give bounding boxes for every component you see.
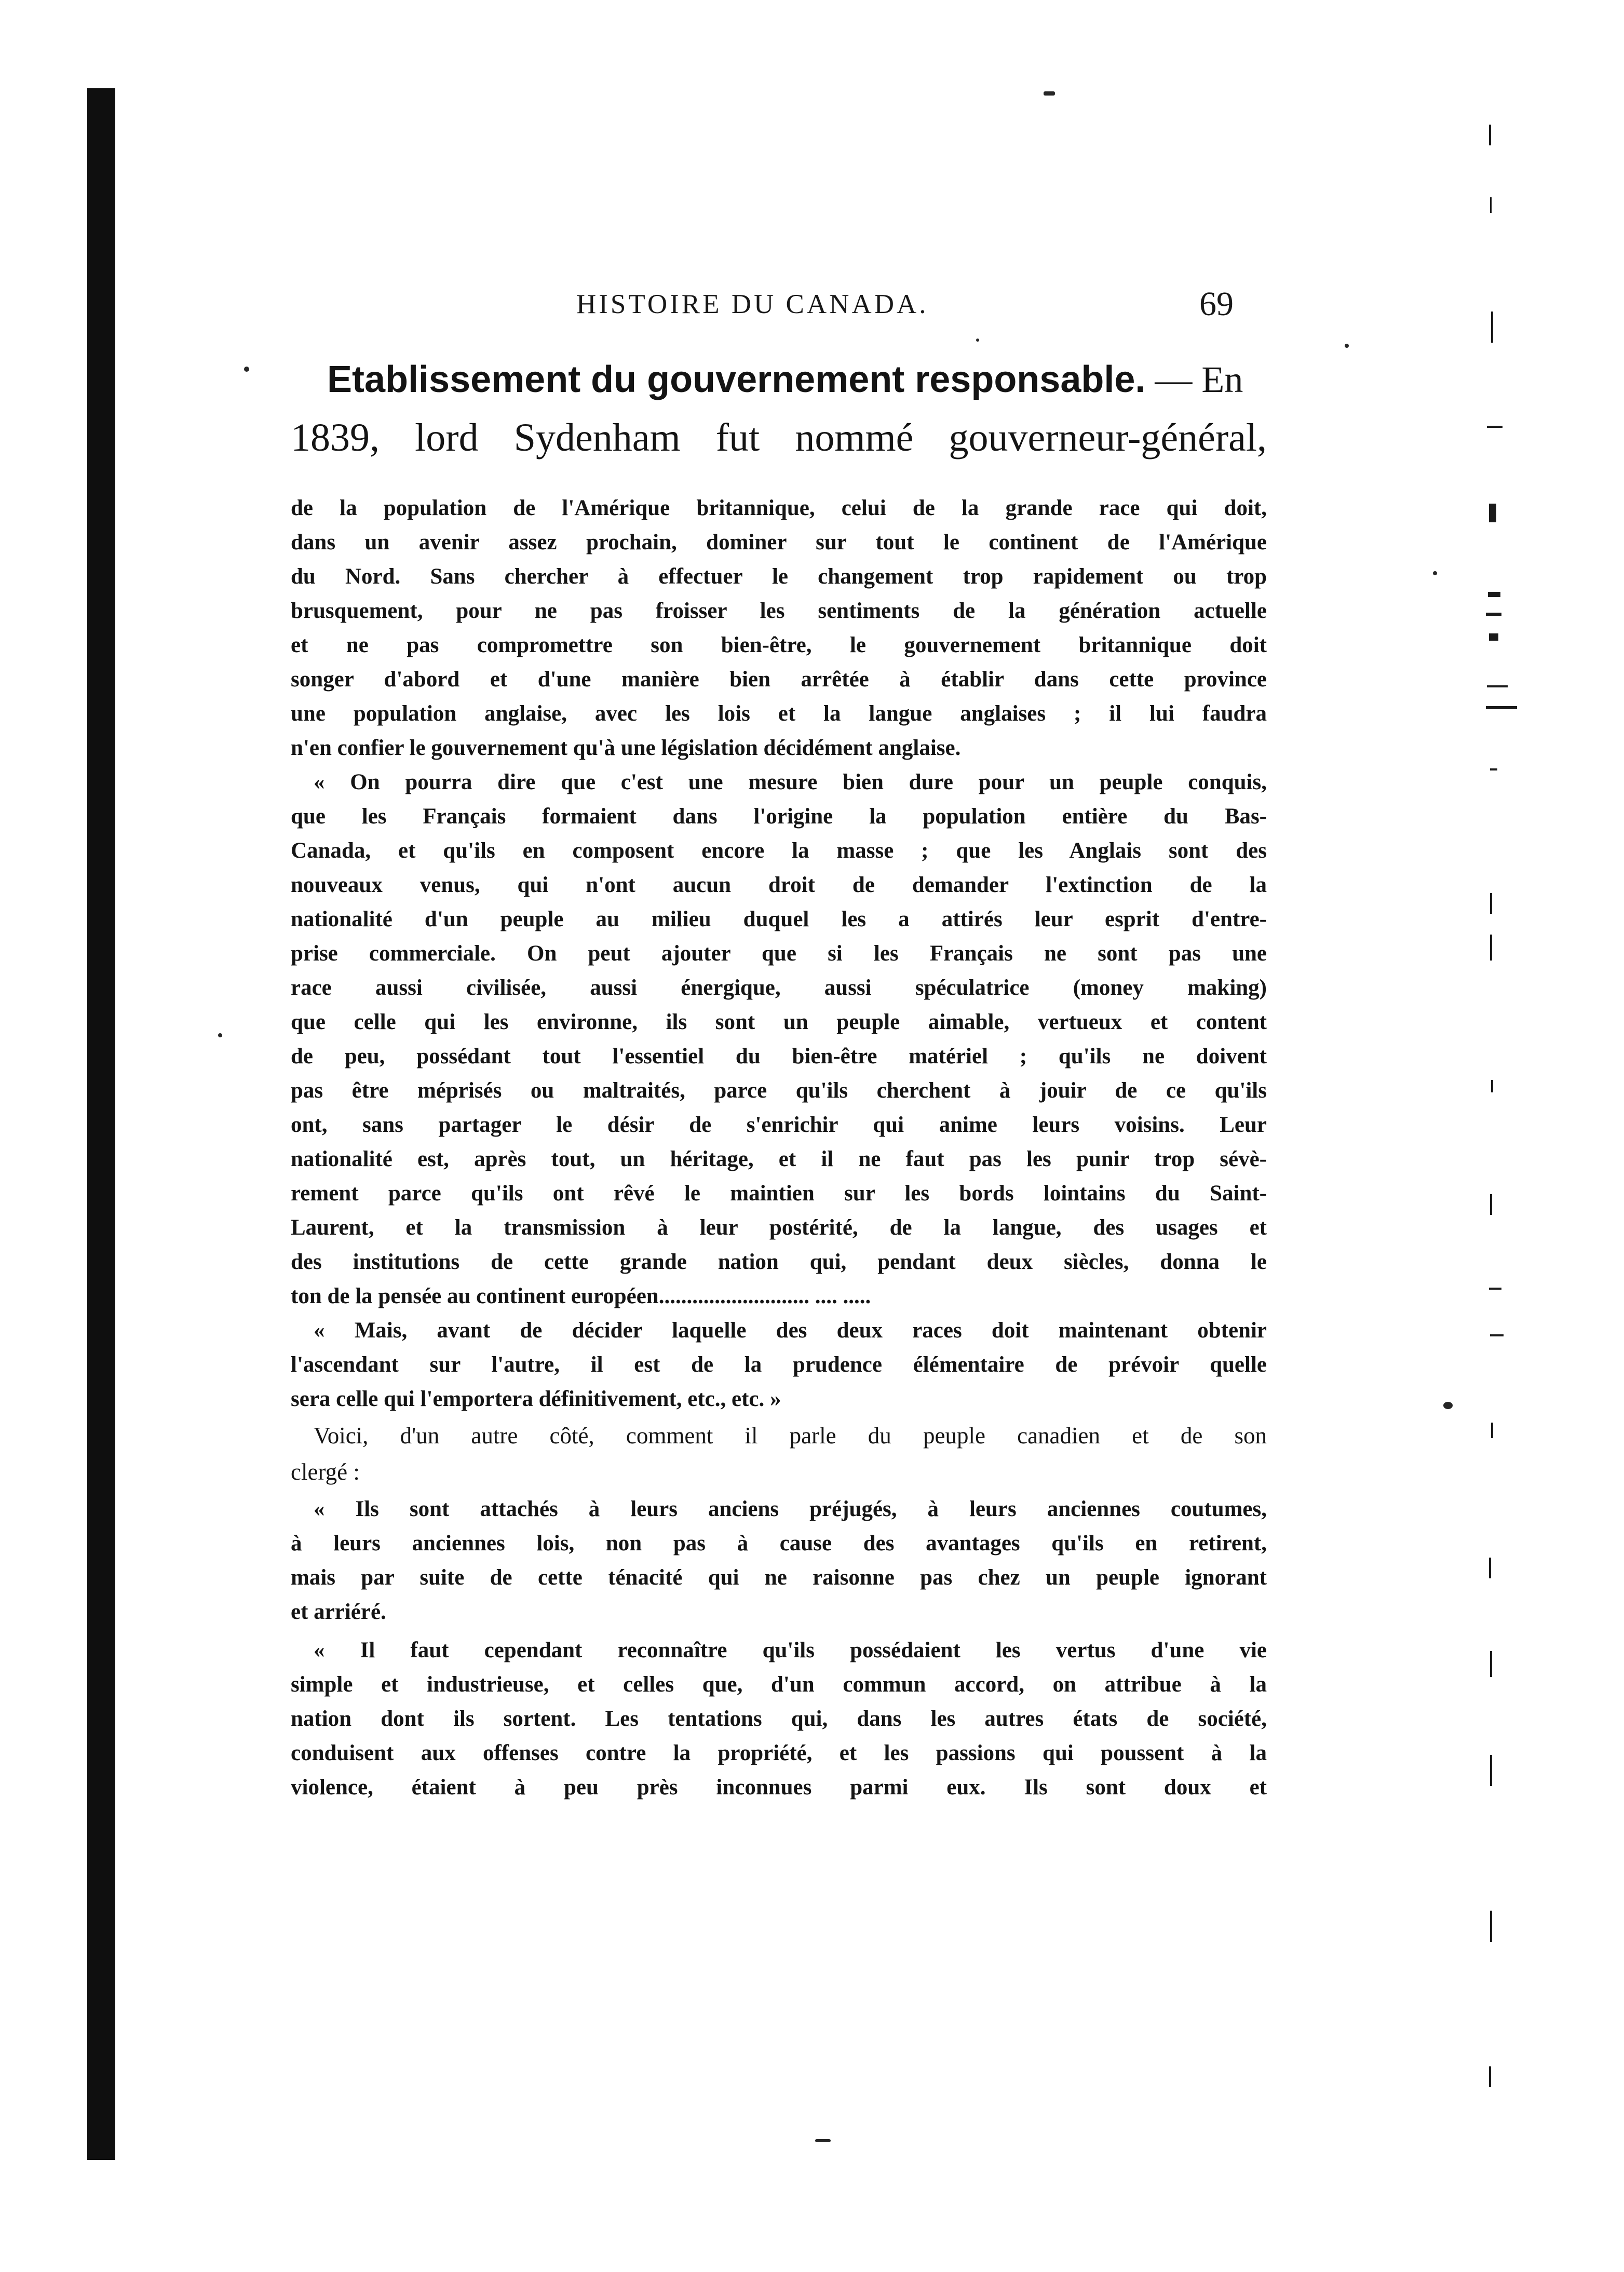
page-header: [576, 285, 1272, 326]
text-line: à leurs anciennes lois, non pas à cause des avantages qu'ils en retirent,: [291, 1531, 1267, 1556]
section-heading: [291, 358, 1267, 483]
text-line: ton de la pensée au continent européen........................... .... .....: [291, 1284, 871, 1308]
text-line: de la population de l'Amérique britannique, celui de la grande race qui doit,: [291, 496, 1267, 520]
section-lead: — En: [1145, 359, 1243, 400]
text-line: conduisent aux offenses contre la propriété, et les passions qui poussent à la: [291, 1741, 1267, 1765]
text-line: de peu, possédant tout l'essentiel du bien-être matériel ; qu'ils ne doivent: [291, 1044, 1267, 1069]
text-line: et arriéré.: [291, 1600, 386, 1624]
scan-dot: [1433, 571, 1437, 575]
text-line: sera celle qui l'emportera définitivement, etc., etc. »: [291, 1387, 781, 1411]
text-line: violence, étaient à peu près inconnues parmi eux. Ils sont doux et: [291, 1775, 1267, 1800]
scan-dot: [218, 1033, 222, 1037]
text-line: prise commerciale. On peut ajouter que si les Français ne sont pas une: [291, 941, 1267, 966]
text-line: songer d'abord et d'une manière bien arrêtée à établir dans cette province: [291, 667, 1267, 692]
scan-dot: [815, 2139, 831, 2142]
scan-dot: [244, 367, 249, 372]
text-line: rement parce qu'ils ont rêvé le maintien sur les bords lointains du Saint-: [291, 1181, 1267, 1206]
text-line: dans un avenir assez prochain, dominer sur tout le continent de l'Amérique: [291, 530, 1267, 555]
text-line: l'ascendant sur l'autre, il est de la prudence élémentaire de prévoir quelle: [291, 1353, 1267, 1377]
text-line: « Il faut cependant reconnaître qu'ils possédaient les vertus d'une vie: [314, 1638, 1267, 1662]
text-line: que les Français formaient dans l'origine la population entière du Bas-: [291, 804, 1267, 829]
text-line: nation dont ils sortent. Les tentations qui, dans les autres états de société,: [291, 1707, 1267, 1731]
text-line: mais par suite de cette ténacité qui ne raisonne pas chez un peuple ignorant: [291, 1565, 1267, 1590]
text-line: des institutions de cette grande nation qui, pendant deux siècles, donna le: [291, 1250, 1267, 1274]
scan-binding-edge: [87, 88, 115, 2160]
section-lead-continuation: 1839, lord Sydenham fut nommé gouverneur-général,: [291, 416, 1267, 459]
text-line: et ne pas compromettre son bien-être, le gouvernement britannique doit: [291, 633, 1267, 657]
scan-dot: [1345, 344, 1349, 348]
text-line: nationalité d'un peuple au milieu duquel les a attirés leur esprit d'entre-: [291, 907, 1267, 931]
text-line: « Ils sont attachés à leurs anciens préjugés, à leurs anciennes coutumes,: [314, 1497, 1267, 1521]
text-line: « Mais, avant de décider laquelle des deux races doit maintenant obtenir: [314, 1318, 1267, 1343]
text-line: pas être méprisés ou maltraités, parce qu'ils cherchent à jouir de ce qu'ils: [291, 1078, 1267, 1103]
section-heading-line: [327, 358, 1267, 415]
text-line: nationalité est, après tout, un héritage, et il ne faut pas les punir trop sévè-: [291, 1147, 1267, 1171]
scan-edge-noise: [1479, 93, 1525, 2149]
text-line: race aussi civilisée, aussi énergique, aussi spéculatrice (money making): [291, 976, 1267, 1000]
text-line: simple et industrieuse, et celles que, d'un commun accord, on attribue à la: [291, 1672, 1267, 1697]
text-line: « On pourra dire que c'est une mesure bien dure pour un peuple conquis,: [314, 770, 1267, 794]
section-title: Etablissement du gouvernement responsable.: [327, 359, 1146, 400]
main-text: [291, 491, 1267, 1872]
text-line: une population anglaise, avec les lois et la langue anglaises ; il lui faudra: [291, 701, 1267, 726]
running-title: HISTOIRE DU CANADA.: [576, 289, 929, 319]
narrative-line: Voici, d'un autre côté, comment il parle du peuple canadien et de son: [314, 1423, 1267, 1449]
text-line: du Nord. Sans chercher à effectuer le changement trop rapidement ou trop: [291, 564, 1267, 589]
text-line: n'en confier le gouvernement qu'à une législation décidément anglaise.: [291, 736, 961, 760]
text-line: que celle qui les environne, ils sont un peuple aimable, vertueux et content: [291, 1010, 1267, 1034]
scan-dot: [976, 339, 979, 342]
narrative-line: clergé :: [291, 1459, 360, 1485]
text-line: brusquement, pour ne pas froisser les sentiments de la génération actuelle: [291, 599, 1267, 623]
scan-dot: [1044, 91, 1055, 96]
scan-dot: [1443, 1402, 1453, 1409]
text-line: nouveaux venus, qui n'ont aucun droit de demander l'extinction de la: [291, 873, 1267, 897]
text-line: Laurent, et la transmission à leur postérité, de la langue, des usages et: [291, 1215, 1267, 1240]
page-number: 69: [1199, 285, 1234, 323]
text-line: Canada, et qu'ils en composent encore la masse ; que les Anglais sont des: [291, 839, 1267, 863]
text-line: ont, sans partager le désir de s'enrichir qui anime leurs voisins. Leur: [291, 1113, 1267, 1137]
